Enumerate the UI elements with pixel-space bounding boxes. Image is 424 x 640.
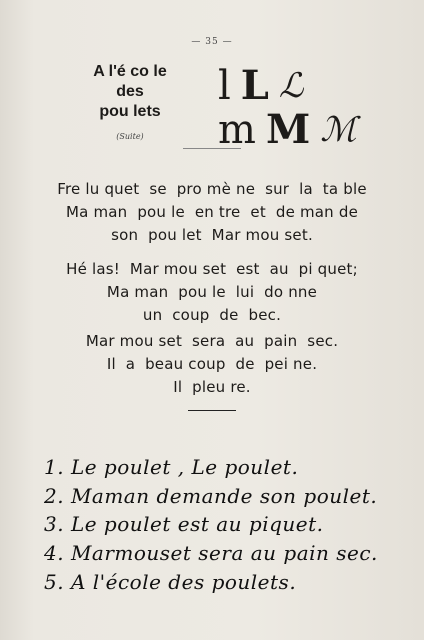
title-line-2: des [116, 83, 144, 100]
letter-forms [218, 62, 368, 153]
letter-script-m: ℳ [320, 110, 357, 150]
text-line: Fre lu quet se pro mè ne sur la ta ble [57, 180, 367, 198]
letter-script-l: ℒ [278, 66, 304, 106]
text-line: Hé las! Mar mou set est au pi quet; [66, 260, 358, 278]
page-number: — 35 — [191, 37, 233, 47]
handwriting-line-3: 3. Le poulet est au piquet. [44, 512, 324, 536]
paragraph-3 [0, 330, 424, 399]
section-divider [188, 410, 236, 411]
handwriting-line-5: 5. A l'école des poulets. [44, 570, 297, 594]
text-line: Il pleu re. [173, 378, 251, 396]
text-line: Ma man pou le en tre et de man de [65, 203, 359, 221]
letter-lowercase-m: m [218, 107, 256, 153]
letter-uppercase-l: L [240, 62, 269, 109]
subtitle-divider [183, 148, 241, 149]
lesson-title [70, 62, 190, 141]
text-line: son pou let Mar mou set. [111, 226, 313, 244]
letter-lowercase-l: l [218, 63, 231, 109]
letter-row-l [218, 62, 368, 109]
letter-row-m [218, 106, 368, 153]
title-line-1: A l'é co le [93, 63, 167, 80]
text-line: un coup de bec. [142, 306, 282, 324]
handwriting-line-1: 1. Le poulet , Le poulet. [44, 455, 299, 479]
paragraph-1 [0, 178, 424, 247]
text-line: Mar mou set sera au pain sec. [85, 332, 339, 350]
paragraph-2 [0, 258, 424, 327]
subtitle: (Suite) [116, 132, 144, 141]
title-line-3: pou lets [99, 103, 161, 120]
handwriting-line-2: 2. Maman demande son poulet. [44, 484, 378, 508]
letter-uppercase-m: M [265, 106, 311, 153]
handwriting-line-4: 4. Marmouset sera au pain sec. [44, 541, 378, 565]
text-line: Il a beau coup de pei ne. [106, 355, 318, 373]
text-line: Ma man pou le lui do nne [106, 283, 318, 301]
